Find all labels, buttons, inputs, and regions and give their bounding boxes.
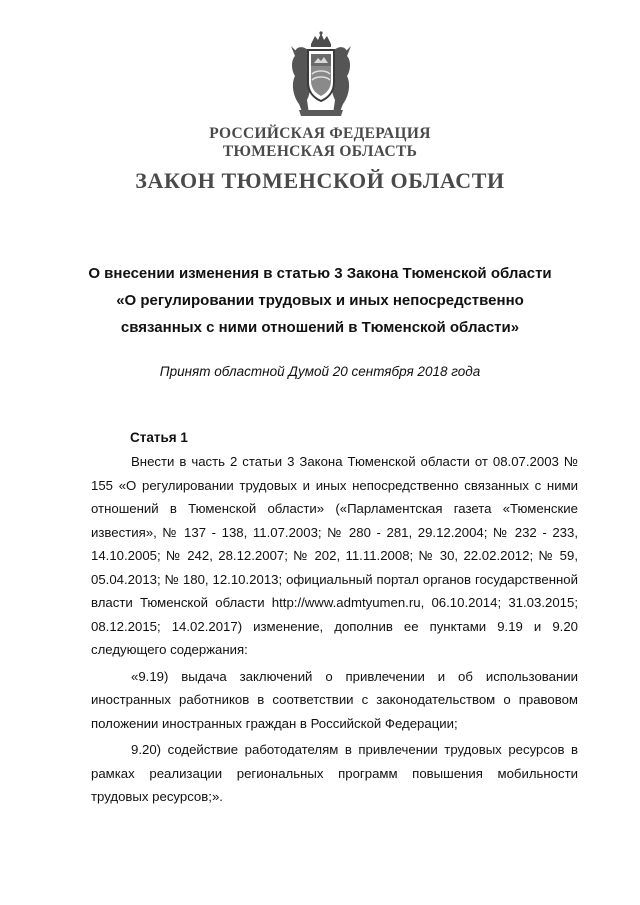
- header-region: ТЮМЕНСКАЯ ОБЛАСТЬ: [222, 143, 418, 160]
- law-title: [60, 260, 580, 341]
- law-title-line: связанных с ними отношений в Тюменской области»: [120, 319, 520, 336]
- article-body: [91, 450, 578, 809]
- document-type-heading: ЗАКОН ТЮМЕНСКОЙ ОБЛАСТИ: [135, 168, 505, 193]
- law-title-line: О внесении изменения в статью 3 Закона Тюменской области: [88, 265, 552, 282]
- header-country: РОССИЙСКАЯ ФЕДЕРАЦИЯ: [209, 125, 431, 142]
- article-item-9-20: 9.20) содействие работодателям в привлечении трудовых ресурсов в рамках реализации региональных программ повышения мобильности трудовых ресурсов;».: [91, 742, 578, 804]
- tyumen-region-coat-of-arms-icon: [281, 30, 361, 118]
- article-item-9-19: «9.19) выдача заключений о привлечении и об использовании иностранных работников в соответствии с законодательством о правовом положении иностранных граждан в Российской Федерации;: [91, 668, 578, 731]
- law-title-line: «О регулировании трудовых и иных непосредственно: [116, 292, 524, 309]
- article-intro-paragraph: Внести в часть 2 статьи 3 Закона Тюменской области от 08.07.2003 № 155 «О регулировании трудовых и иных непосредственно связанных с ними отношений в Тюменской области» («Парламентская газета «Тюменские известия», № 137 - 138, 11.07.2003; № 280 - 281, 29.12.2004; № 232 - 233, 14.10.2005; № 242, 28.12.2007; № 202, 11.11.2008; № 30, 22.02.2012; № 59, 05.04.2013; № 180, 12.10.2013; официальный портал органов государственной власти Тюменской области http://www.admtyumen.ru, 06.10.2014; 31.03.2015; 08.12.2015; 14.02.2017) изменение, дополнив ее пунктами 9.19 и 9.20 следующего содержания:: [91, 454, 578, 657]
- article-heading: Статья 1: [130, 430, 188, 445]
- adoption-note: Принят областной Думой 20 сентября 2018 года: [159, 364, 481, 379]
